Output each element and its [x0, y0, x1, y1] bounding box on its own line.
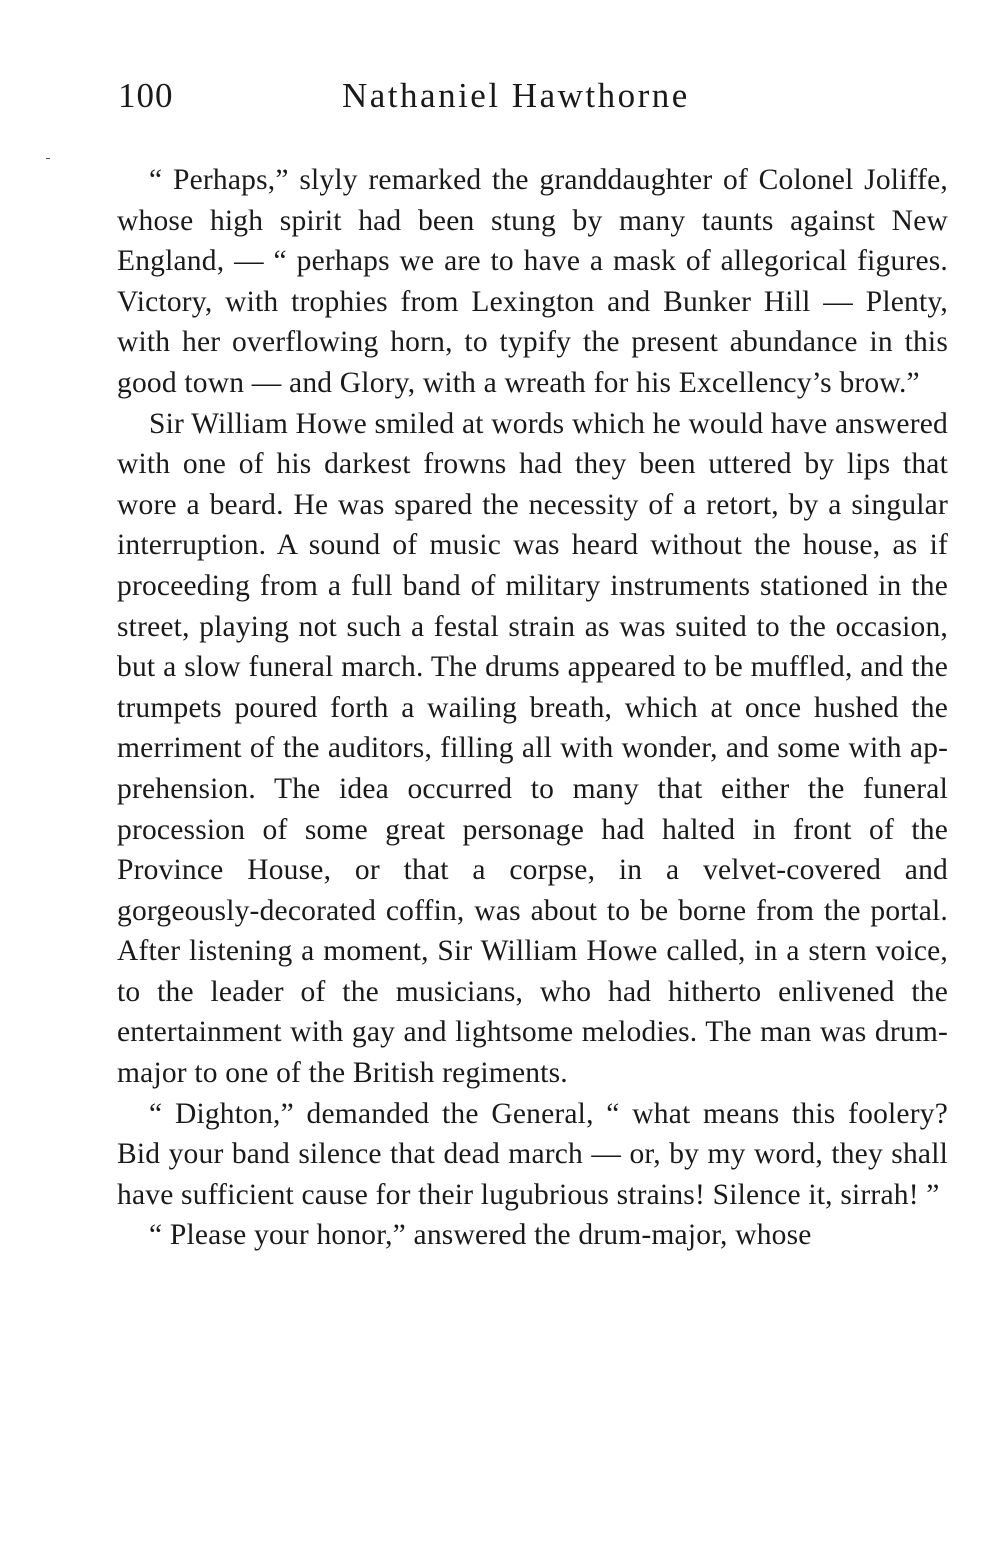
body-text [117, 160, 948, 1256]
margin-speck [46, 158, 50, 159]
paragraph-sir-william-howe: Sir William Howe smiled at words which he would have answered with one of his darkest frowns had they been uttered by lips that wore a beard. He was spared the necessity of a retort, by a singular interruption. A sound of music was heard without the house, as if proceeding from a full band of military instruments stationed in the street, playing not such a festal strain as was suited to the occasion, but a slow funeral march. The drums appeared to be muffled, and the trumpets poured forth a wailing breath, which at once hushed the merriment of the auditors, filling all with wonder, and some with apprehension. The idea occurred to many that either the funeral procession of some great personage had halted in front of the Province House, or that a corpse, in a velvet-covered and gorgeously-decorated coffin, was about to be borne from the portal. After listening a moment, Sir William Howe called, in a stern voice, to the leader of the musicians, who had hitherto enlivened the entertainment with gay and lightsome melodies. The man was drum-major to one of the British regiments. [117, 407, 948, 1090]
paragraph-dighton: “ Dighton,” demanded the General, “ what means this foolery? Bid your band silence that dead march — or, by my word, they shall have sufficient cause for their lugubrious strains! Silence it, sirrah! ” [117, 1097, 948, 1211]
running-head: Nathaniel Hawthorne [342, 76, 690, 115]
page-header [118, 76, 948, 126]
page-number: 100 [118, 76, 174, 115]
paragraph-please-your-honor: “ Please your honor,” answered the drum-major, whose [149, 1219, 812, 1252]
paragraph-perhaps: “ Perhaps,” slyly remarked the granddaughter of Colonel Joliffe, whose high spirit had been stung by many taunts against New England, — “ perhaps we are to have a mask of allegorical figures. Victory, with trophies from Lexington and Bunker Hill — Plenty, with her overflowing horn, to typify the present abundance in this good town — and Glory, with a wreath for his Excellency’s brow.” [117, 164, 948, 399]
